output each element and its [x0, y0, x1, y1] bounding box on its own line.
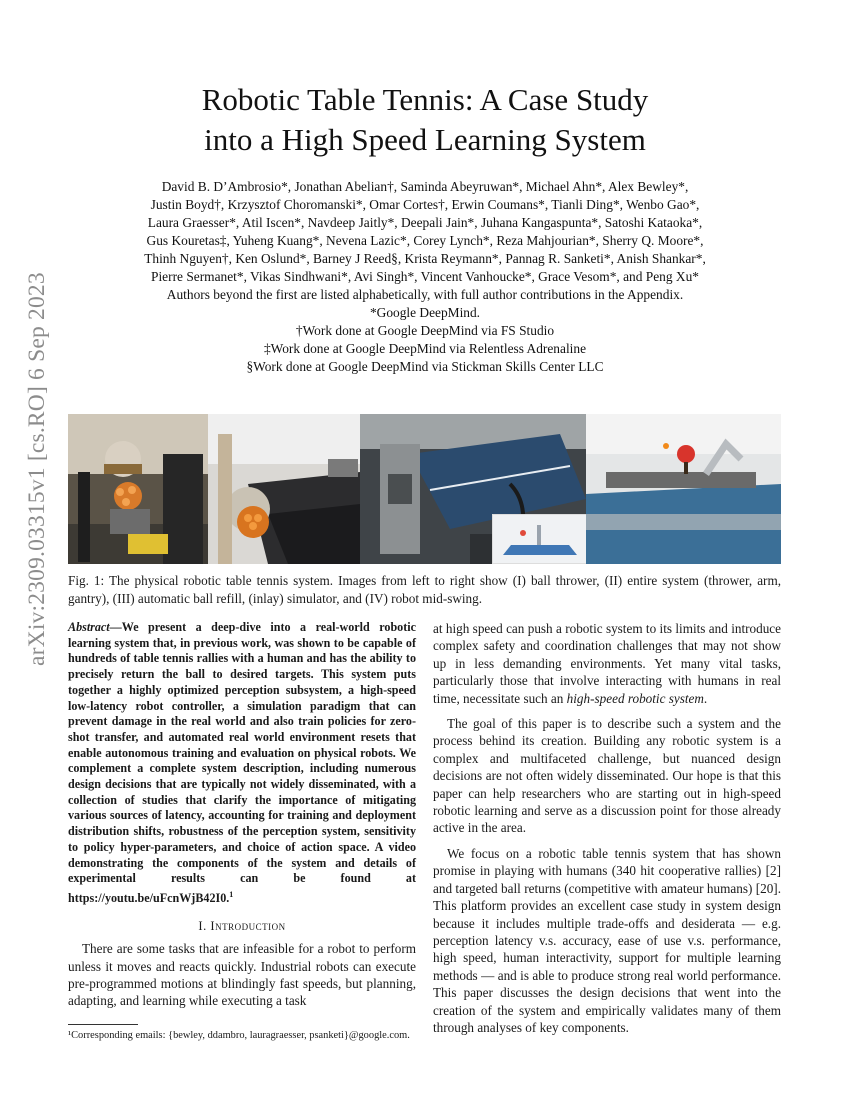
right-column: [433, 620, 781, 1036]
affiliation-line: ‡Work done at Google DeepMind via Relentless Adrenaline: [263, 341, 587, 356]
left-column: [68, 620, 416, 1042]
paragraph-text-end: .: [703, 690, 708, 706]
focus-paragraph: We focus on a robotic table tennis system that has shown promise in playing with humans (340 hit cooperative rallies) [2] and targeted ball returns (competitive with amateur humans) [20]. This platform provides an excellent case study in system design because it includes multiple trade-offs and desiderata — e.g. perception latency v.s. accuracy, ease of use v.s. performance, high speed, human interactivity, support for multiple learning methods — and is able to produce strong real world performance. This paper discusses the design decisions that went into the creation of the system and empirically validates many of them through analyses of key components.: [433, 845, 781, 1035]
abstract: [68, 620, 416, 907]
figure-panel-robot-mid-swing: [586, 414, 781, 564]
title-line-2: into a High Speed Learning System: [204, 122, 646, 157]
goal-paragraph: The goal of this paper is to describe such a system and the process behind its creation. Building any robotic system is a complex and multifaceted challenge, but nuanced design decisions are not often widely disseminated. Our hope is that this paper can help researchers who are starting out in high-speed robotic learning and serve as a discussion point for those already active in the area.: [433, 716, 781, 836]
figure-1-caption: Fig. 1: The physical robotic table tennis system. Images from left to right show (I) ball thrower, (II) entire system (thrower, arm, gantry), (III) automatic ball refill, (inlay) simulator, and (IV) robot mid-swing.: [68, 573, 781, 606]
author-line: Laura Graesser*, Atil Iscen*, Navdeep Jaitly*, Deepali Jain*, Juhana Kangaspunta*, Satoshi Kataoka*,: [147, 215, 703, 230]
introduction-paragraph-continued: [433, 620, 781, 707]
introduction-paragraph: There are some tasks that are infeasible for a robot to perform unless it moves and reacts quickly. Industrial robots can execute pre-programmed motions at blindingly fast speeds, but planning, adapting, and learning while executing a task: [68, 941, 416, 1009]
author-line: David B. D’Ambrosio*, Jonathan Abelian†, Saminda Abeyruwan*, Michael Ahn*, Alex Bewley*,: [161, 179, 689, 194]
figure-1-photo-strip: [68, 414, 781, 564]
author-line: Gus Kouretas‡, Yuheng Kuang*, Nevena Lazic*, Corey Lynch*, Reza Mahjourian*, Sherry Q. Moore*,: [146, 233, 704, 248]
abstract-footnote-mark: 1: [229, 889, 234, 899]
section-heading-introduction: I. Introduction: [198, 918, 286, 933]
simulator-inlay: [492, 514, 586, 564]
abstract-lead: Abstract: [68, 620, 110, 634]
abstract-text: —We present a deep-dive into a real-world robotic learning system that, in previous work, was shown to be capable of hundreds of table tennis rallies with a human and has the ability to precisely return the ball to desired targets. This system puts together a highly optimized perception subsystem, a high-speed low-latency robot controller, a simulation paradigm that can prevent damage in the real world and also train policies for zero-shot transfer, and automated real world environment resets that enable autonomous training and evaluation on physical robots. We complement a complete system description, including numerous design decisions that are typically not widely disseminated, with a collection of studies that clarify the importance of mitigating various sources of latency, accounting for training and deployment distribution shifts, robustness of the perception system, sensitivity to policy hyper-parameters, and choice of action space. A video demonstrating the components of the system and details of experimental results can be found at https://youtu.be/uFcnWjB42I0.: [68, 620, 416, 905]
affiliation-line: *Google DeepMind.: [369, 305, 481, 320]
author-line: Pierre Sermanet*, Vikas Sindhwani*, Avi Singh*, Vincent Vanhoucke*, Grace Vesom*, and Peng Xu*: [151, 269, 699, 284]
title-line-1: Robotic Table Tennis: A Case Study: [201, 82, 649, 117]
affiliation-line: †Work done at Google DeepMind via FS Studio: [295, 323, 555, 338]
emphasis-text: high-speed robotic system: [566, 690, 704, 706]
paper-title: [100, 80, 750, 160]
paragraph-text: at high speed can push a robotic system to its limits and introduce complex safety and coordination challenges that may not show up in less demanding environments. Yet many vital tasks, particularly those that involve interacting with humans in real time, necessitate such an: [433, 621, 781, 706]
footnote-divider: [68, 1024, 138, 1025]
author-line: Thinh Nguyen†, Ken Oslund*, Barney J Reed§, Krista Reymann*, Pannag R. Sanketi*, Anish Shankar*,: [144, 251, 706, 266]
authors-order-note: Authors beyond the first are listed alphabetically, with full author contributions in the Appendix.: [166, 287, 684, 302]
figure-panel-ball-thrower: [68, 414, 208, 564]
corresponding-emails-footnote: ¹Corresponding emails: {bewley, ddambro, lauragraesser, psanketi}@google.com.: [68, 1029, 410, 1041]
figure-panel-ball-refill: [360, 414, 586, 564]
affiliation-line: §Work done at Google DeepMind via Stickman Skills Center LLC: [246, 359, 604, 374]
figure-panel-entire-system: [208, 414, 360, 564]
author-block: [90, 178, 760, 376]
arxiv-identifier-stamp: arXiv:2309.03315v1 [cs.RO] 6 Sep 2023: [24, 272, 50, 666]
author-line: Justin Boyd†, Krzysztof Choromanski*, Omar Cortes†, Erwin Coumans*, Tianli Ding*, Wenbo Gao*,: [150, 197, 700, 212]
